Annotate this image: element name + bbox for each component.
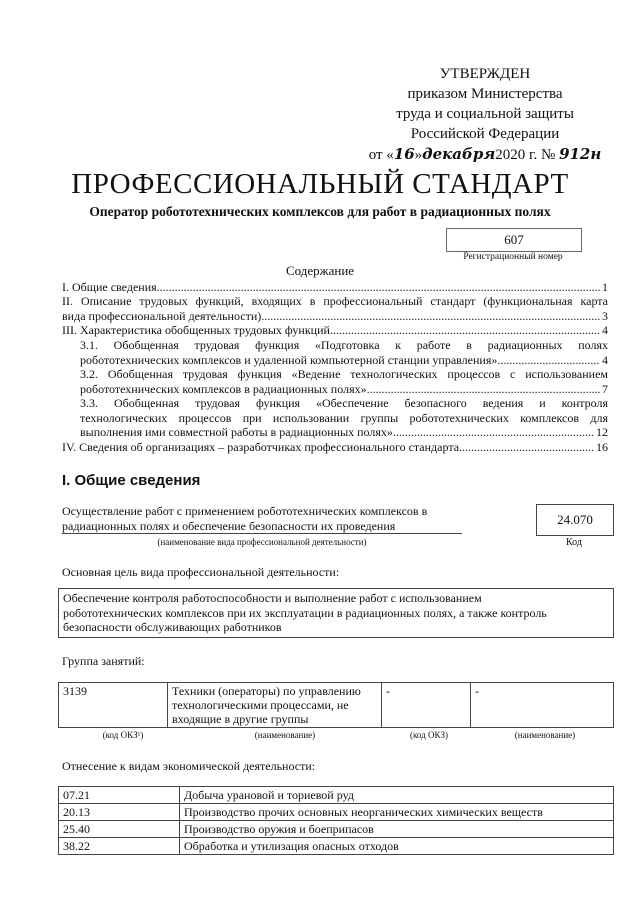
approval-block	[360, 64, 610, 165]
group-label: Группа занятий:	[62, 654, 145, 668]
toc-item[interactable]: IV. Сведения об организациях – разработчиках профессионального стандарта ..... 16	[62, 440, 608, 455]
activity-caption: (наименование вида профессиональной деятельности)	[157, 537, 367, 547]
contents-heading: Содержание	[285, 263, 355, 278]
document-subtitle: Оператор робототехнических комплексов для работ в радиационных полях	[89, 204, 551, 219]
okz-name-cell: -	[471, 683, 614, 728]
okz-code-cell: 3139	[59, 683, 168, 728]
handwritten-month: декабря	[422, 145, 496, 163]
goal-label: Основная цель вида профессиональной деятельности:	[62, 565, 340, 579]
caption-name: (наименование)	[254, 730, 316, 740]
activity-name: Осуществление работ с применением робототехнических комплексов в радиационных полях и обеспечение безопасности их проведения	[62, 504, 462, 534]
approval-date-line: от «16»декабря2020 г. № 912н	[368, 145, 602, 163]
table-row	[59, 821, 614, 838]
okved-code-cell: 07.21	[59, 787, 180, 804]
section-heading: I. Общие сведения	[62, 472, 201, 489]
code-label: Код	[566, 537, 582, 548]
approval-line: Российской Федерации	[410, 126, 560, 142]
toc-item[interactable]: I. Общие сведения ..... 1	[62, 280, 608, 295]
okved-code-cell: 38.22	[59, 838, 180, 855]
okved-code-cell: 25.40	[59, 821, 180, 838]
okz-name-cell: Техники (операторы) по управлению технологическими процессами, не входящие в другие группы	[168, 683, 382, 728]
approval-line: труда и социальной защиты	[396, 106, 574, 122]
caption-okz-code: (код ОКЗ)	[410, 730, 448, 740]
approval-title: УТВЕРЖДЕН	[439, 66, 531, 82]
toc-item[interactable]: III. Характеристика обобщенных трудовых функций ..... 4	[62, 323, 608, 338]
toc-item[interactable]: 3.3. Обобщенная трудовая функция «Обеспечение безопасного ведения и контроля технологических процессов при использовании группы робототехнических комплексов для выполнения ими совместной работы в радиационных полях» ..... 12	[80, 396, 608, 440]
handwritten-day: 16	[393, 145, 415, 163]
occupation-group-table	[58, 682, 614, 728]
okved-name-cell: Производство оружия и боеприпасов	[180, 821, 614, 838]
toc-item[interactable]: II. Описание трудовых функций, входящих в профессиональный стандарт (функциональная карта вида профессиональной деятельности) ..... 3	[62, 294, 608, 323]
goal-box: Обеспечение контроля работоспособности и выполнение работ с использованием робототехнических комплексов при их эксплуатации в радиационных полях, а также контроль безопасности обслуживающих работников	[58, 588, 614, 638]
table-row	[59, 838, 614, 855]
registration-number-box: 607	[446, 228, 582, 252]
toc-item[interactable]: 3.2. Обобщенная трудовая функция «Ведение технологических процессов с использованием робототехнических комплексов в радиационных полях» ..... 7	[80, 367, 608, 396]
okved-name-cell: Обработка и утилизация опасных отходов	[180, 838, 614, 855]
okved-table	[58, 786, 614, 855]
okved-label: Отнесение к видам экономической деятельности:	[62, 759, 316, 773]
okved-code-cell: 20.13	[59, 804, 180, 821]
caption-name: (наименование)	[514, 730, 576, 740]
okved-name-cell: Добыча урановой и ториевой руд	[180, 787, 614, 804]
toc-item[interactable]: 3.1. Обобщенная трудовая функция «Подготовка к работе в радиационных полях робототехнических комплексов и удаленной компьютерной станции управления» ..... 4	[80, 338, 608, 367]
document-title: ПРОФЕССИОНАЛЬНЫЙ СТАНДАРТ	[71, 168, 569, 200]
registration-number-label: Регистрационный номер	[463, 252, 563, 262]
okved-name-cell: Производство прочих основных неорганических химических веществ	[180, 804, 614, 821]
table-row	[59, 683, 614, 728]
caption-okz-code: (код ОКЗ¹)	[102, 730, 144, 740]
activity-code-box: 24.070	[536, 504, 614, 536]
handwritten-order-number: 912н	[559, 145, 602, 163]
okz-code-cell: -	[382, 683, 471, 728]
table-row	[59, 787, 614, 804]
table-row	[59, 804, 614, 821]
approval-line: приказом Министерства	[407, 86, 563, 102]
